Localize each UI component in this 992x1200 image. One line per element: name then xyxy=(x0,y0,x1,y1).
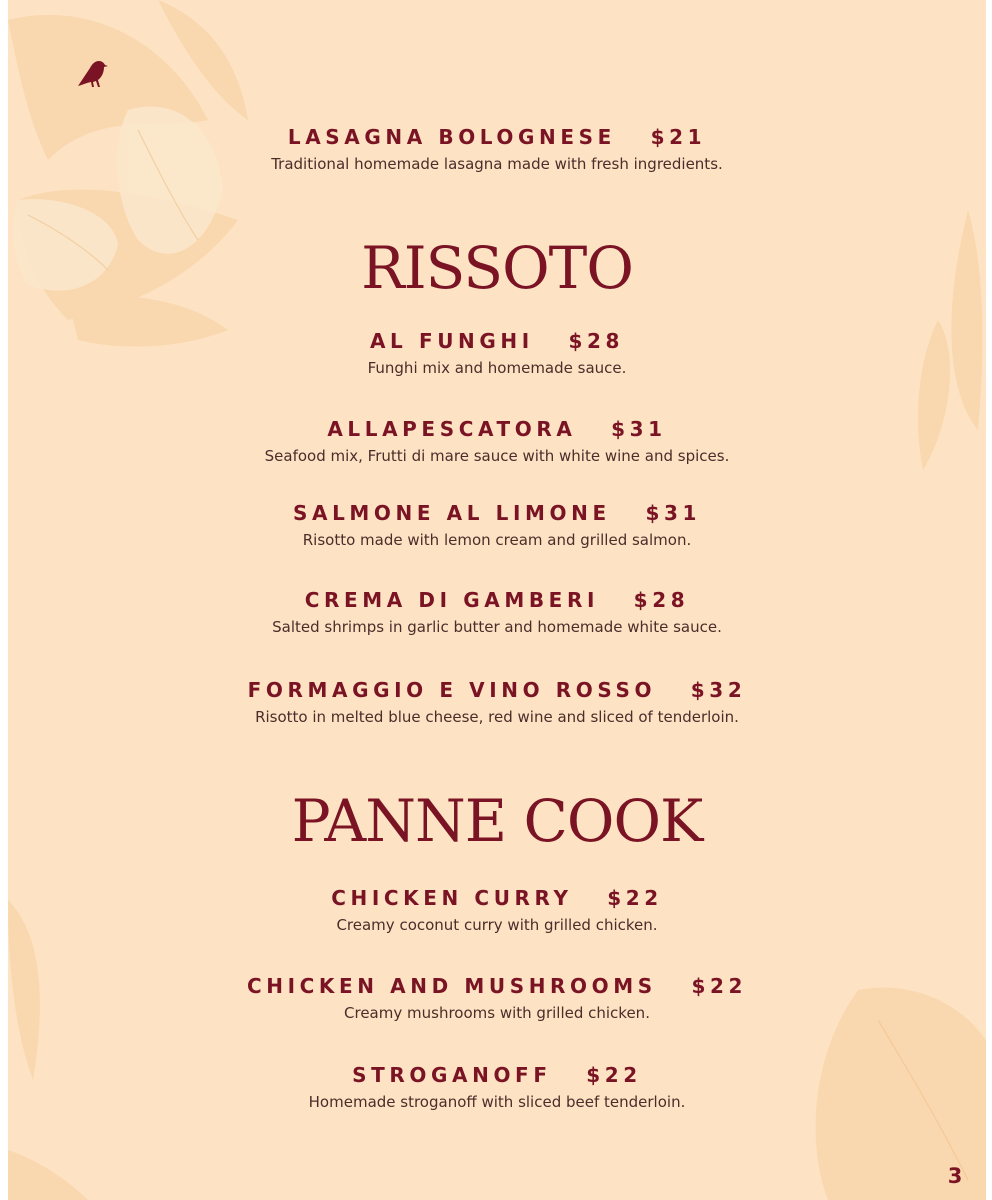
menu-page xyxy=(8,0,986,1200)
item-name: CHICKEN CURRY $22 xyxy=(331,886,663,910)
menu-item-crema-di-gamberi xyxy=(8,587,986,637)
bird-logo-icon xyxy=(74,54,110,90)
menu-item-chicken-and-mushrooms xyxy=(8,973,986,1023)
section-title-panne-cook: PANNE COOK xyxy=(291,787,703,855)
item-description: Creamy mushrooms with grilled chicken. xyxy=(344,1004,650,1022)
item-description: Risotto made with lemon cream and grilled salmon. xyxy=(302,531,692,549)
menu-item-al-funghi xyxy=(8,328,986,378)
item-name: CHICKEN AND MUSHROOMS $22 xyxy=(246,974,747,998)
item-description: Traditional homemade lasagna made with fresh ingredients. xyxy=(271,155,723,173)
menu-item-lasagna-bolognese xyxy=(8,124,986,174)
item-name: FORMAGGIO E VINO ROSSO $32 xyxy=(247,678,747,702)
item-description: Creamy coconut curry with grilled chicken. xyxy=(336,916,658,934)
menu-item-stroganoff xyxy=(8,1062,986,1112)
item-name: CREMA DI GAMBERI $28 xyxy=(304,588,690,612)
item-description: Funghi mix and homemade sauce. xyxy=(367,359,627,377)
item-name: ALLAPESCATORA $31 xyxy=(327,417,667,441)
menu-item-salmone-al-limone xyxy=(8,500,986,550)
menu-item-formaggio-e-vino-rosso xyxy=(8,677,986,727)
section-title-risotto: RISSOTO xyxy=(361,234,633,302)
item-name: SALMONE AL LIMONE $31 xyxy=(292,501,701,525)
menu-item-chicken-curry xyxy=(8,885,986,935)
item-name: LASAGNA BOLOGNESE $21 xyxy=(287,125,707,149)
item-name: AL FUNGHI $28 xyxy=(369,329,625,353)
item-description: Risotto in melted blue cheese, red wine and sliced of tenderloin. xyxy=(255,708,739,726)
item-name: STROGANOFF $22 xyxy=(352,1063,642,1087)
item-description: Homemade stroganoff with sliced beef tenderloin. xyxy=(308,1093,686,1111)
item-description: Seafood mix, Frutti di mare sauce with white wine and spices. xyxy=(264,447,730,465)
page-number: 3 xyxy=(947,1164,963,1188)
menu-item-allapescatora xyxy=(8,416,986,466)
item-description: Salted shrimps in garlic butter and homemade white sauce. xyxy=(272,618,722,636)
